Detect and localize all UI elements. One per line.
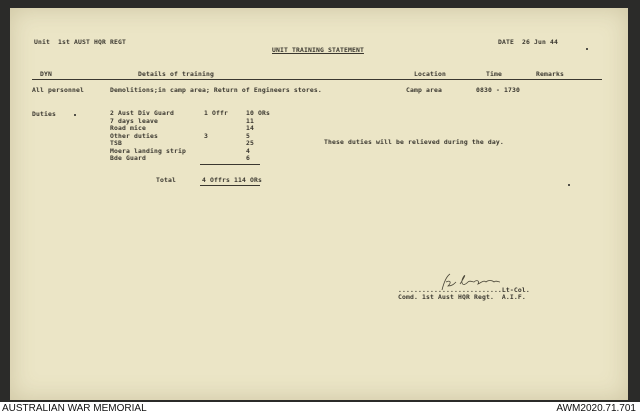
ink-mark (586, 48, 588, 50)
duty-name: Other duties (110, 131, 158, 140)
footer-strip (0, 402, 640, 416)
duty-name: Road mice (110, 124, 146, 132)
total-rule-bottom (200, 185, 260, 186)
archive-name: AUSTRALIAN WAR MEMORIAL (2, 403, 147, 414)
duty-ors: 14 (246, 124, 254, 132)
unit-line: Unit 1st AUST HQR REGT (34, 38, 126, 46)
duties-remark: These duties will be relieved during the day. (324, 138, 504, 146)
date-line: DATE 26 Jun 44 (498, 38, 558, 46)
ink-mark (74, 114, 76, 116)
duty-ors: 11 (246, 116, 254, 125)
catalog-number: AWM2020.71.701 (556, 403, 636, 414)
total-value: 4 Offrs 114 ORs (202, 176, 262, 184)
signature-line: ..........................Lt-Col. (398, 286, 530, 294)
header-rule (32, 79, 602, 80)
row-time: 0830 - 1730 (476, 86, 520, 94)
duty-offrs: 1 Offr (204, 109, 228, 117)
document-title: UNIT TRAINING STATEMENT (272, 46, 364, 54)
duty-name: 7 days leave (110, 116, 158, 125)
col-location: Location (414, 70, 446, 78)
duty-name: TSB (110, 139, 122, 147)
col-remarks: Remarks (536, 70, 564, 78)
col-dyn: DYN (40, 70, 52, 78)
duties-label: Duties (32, 110, 56, 118)
duty-ors: 25 (246, 139, 254, 147)
duty-ors: 5 (246, 131, 250, 140)
duty-ors: 10 ORs (246, 109, 270, 117)
duty-name: Moera landing strip (110, 146, 186, 155)
row-details: Demolitions;in camp area; Return of Engineers stores. (110, 86, 322, 94)
duty-name: Bde Guard (110, 154, 146, 162)
duty-name: 2 Aust Div Guard (110, 109, 174, 117)
duty-ors: 4 (246, 146, 250, 155)
duty-ors: 6 (246, 154, 250, 162)
col-details: Details of training (138, 70, 214, 78)
document-page (10, 8, 628, 400)
total-label: Total (156, 176, 176, 184)
total-rule-top (200, 164, 260, 165)
row-location: Camp area (406, 86, 442, 94)
row-personnel: All personnel (32, 86, 84, 94)
duty-offrs: 3 (204, 131, 208, 140)
ink-mark (568, 184, 570, 186)
col-time: Time (486, 70, 502, 78)
signature-title: Comd. 1st Aust HQR Regt. A.I.F. (398, 293, 526, 301)
